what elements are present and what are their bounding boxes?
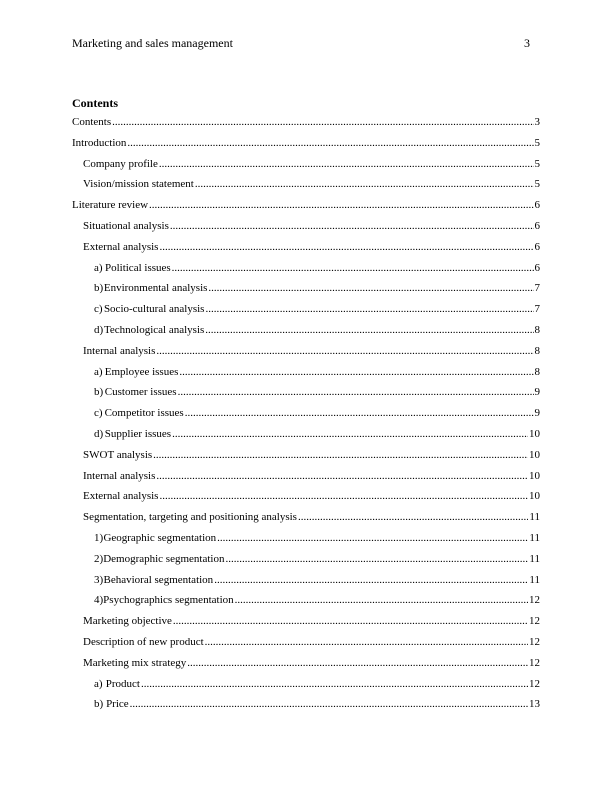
toc-entry-page-number: 6 xyxy=(534,240,540,253)
toc-entry-marker: b) xyxy=(94,698,104,711)
toc-dot-leader xyxy=(112,114,533,130)
toc-entry-text: Description of new product xyxy=(83,635,204,648)
header-page-number: 3 xyxy=(524,36,530,50)
toc-entry-text: Price xyxy=(106,698,129,711)
toc-dot-leader xyxy=(127,135,533,151)
toc-dot-leader xyxy=(149,197,533,213)
toc-entry-page-number: 11 xyxy=(529,511,540,524)
toc-entry-text: Product xyxy=(105,677,140,690)
toc-entry-page-number: 5 xyxy=(534,136,540,149)
toc-dot-leader xyxy=(185,405,534,421)
toc-dot-leader xyxy=(159,488,528,504)
toc-entry-text: External analysis xyxy=(83,240,159,253)
running-header-title: Marketing and sales management xyxy=(72,36,233,50)
toc-dot-leader xyxy=(159,156,534,172)
toc-entry-marker: d) xyxy=(94,427,104,440)
toc-entry[interactable] xyxy=(72,280,540,301)
toc-entry[interactable] xyxy=(72,343,540,364)
toc-dot-leader xyxy=(170,218,534,234)
toc-entry[interactable] xyxy=(72,301,540,322)
toc-entry-text: Demographic segmentation xyxy=(103,552,225,565)
toc-entry[interactable] xyxy=(72,218,540,239)
toc-entry[interactable] xyxy=(72,239,540,260)
toc-entry[interactable] xyxy=(72,488,540,509)
toc-dot-leader xyxy=(217,530,528,546)
toc-entry-marker: c) xyxy=(94,407,103,420)
toc-entry-text: Internal analysis xyxy=(83,344,156,357)
toc-entry-page-number: 6 xyxy=(534,219,540,232)
toc-entry-text: SWOT analysis xyxy=(83,448,153,461)
toc-entry-page-number: 6 xyxy=(534,261,540,274)
toc-dot-leader xyxy=(141,676,528,692)
toc-dot-leader xyxy=(130,696,528,712)
table-of-contents xyxy=(72,114,540,717)
toc-entry-marker: b) xyxy=(94,282,104,295)
toc-entry-page-number: 12 xyxy=(529,656,540,669)
toc-entry-page-number: 7 xyxy=(534,303,540,316)
toc-entry[interactable] xyxy=(72,696,540,717)
toc-dot-leader xyxy=(156,468,528,484)
toc-entry[interactable] xyxy=(72,655,540,676)
toc-entry-text: Behavioral segmentation xyxy=(103,573,214,586)
toc-dot-leader xyxy=(208,280,533,296)
toc-entry-page-number: 3 xyxy=(534,116,540,128)
toc-dot-leader xyxy=(172,260,534,276)
toc-entry-page-number: 7 xyxy=(534,282,540,295)
toc-entry[interactable] xyxy=(72,384,540,405)
toc-dot-leader xyxy=(187,655,528,671)
toc-entry-marker: 2) xyxy=(94,552,104,565)
toc-dot-leader xyxy=(298,509,528,525)
toc-dot-leader xyxy=(195,176,534,192)
toc-entry[interactable] xyxy=(72,447,540,468)
toc-entry-text: Vision/mission statement xyxy=(83,178,194,191)
toc-entry-text: Supplier issues xyxy=(104,427,172,440)
toc-entry-page-number: 12 xyxy=(529,615,540,628)
toc-entry-page-number: 13 xyxy=(528,698,540,711)
toc-entry-page-number: 8 xyxy=(534,344,540,357)
toc-dot-leader xyxy=(179,364,533,380)
toc-entry[interactable] xyxy=(72,592,540,613)
toc-dot-leader xyxy=(173,613,528,629)
toc-entry-page-number: 12 xyxy=(529,677,540,690)
toc-dot-leader xyxy=(205,322,533,338)
toc-entry-page-number: 9 xyxy=(534,386,540,399)
toc-entry-marker: b) xyxy=(94,386,104,399)
toc-entry-page-number: 8 xyxy=(534,365,540,378)
toc-entry-text: Geographic segmentation xyxy=(103,531,217,544)
toc-entry[interactable] xyxy=(72,114,540,135)
toc-entry-text: Employee issues xyxy=(104,365,179,378)
contents-heading: Contents xyxy=(72,96,119,110)
toc-entry-text: Socio-cultural analysis xyxy=(103,303,205,316)
toc-entry-text: Marketing mix strategy xyxy=(83,656,187,669)
toc-entry-page-number: 12 xyxy=(529,594,540,607)
toc-entry-page-number: 11 xyxy=(529,573,540,586)
toc-entry[interactable] xyxy=(72,509,540,530)
toc-dot-leader xyxy=(205,301,533,317)
toc-dot-leader xyxy=(172,426,528,442)
toc-entry-page-number: 12 xyxy=(529,635,540,648)
toc-entry[interactable] xyxy=(72,572,540,593)
toc-dot-leader xyxy=(153,447,528,463)
toc-entry-text: Customer issues xyxy=(104,386,177,399)
toc-entry[interactable] xyxy=(72,405,540,426)
toc-entry-text: Company profile xyxy=(83,157,158,170)
toc-entry[interactable] xyxy=(72,426,540,447)
toc-entry-marker: 1) xyxy=(94,531,104,544)
toc-entry[interactable] xyxy=(72,260,540,281)
toc-entry-text: Political issues xyxy=(104,261,171,274)
toc-entry[interactable] xyxy=(72,176,540,197)
toc-entry[interactable] xyxy=(72,468,540,489)
toc-entry-text: Competitor issues xyxy=(104,407,184,420)
toc-dot-leader xyxy=(156,343,533,359)
toc-entry-text: Introduction xyxy=(72,136,127,149)
toc-entry-marker: 3) xyxy=(94,573,104,586)
toc-entry-text: Contents xyxy=(72,116,112,128)
toc-entry[interactable] xyxy=(72,551,540,572)
toc-entry-page-number: 11 xyxy=(529,552,540,565)
toc-dot-leader xyxy=(159,239,533,255)
toc-entry-page-number: 10 xyxy=(529,427,540,440)
toc-entry[interactable] xyxy=(72,530,540,551)
toc-entry-page-number: 10 xyxy=(529,469,540,482)
toc-dot-leader xyxy=(214,572,528,588)
toc-entry-text: Marketing objective xyxy=(83,615,172,628)
toc-dot-leader xyxy=(235,592,528,608)
toc-entry-page-number: 6 xyxy=(534,199,540,212)
toc-entry-text: Literature review xyxy=(72,199,149,212)
toc-entry-page-number: 5 xyxy=(534,178,540,191)
toc-entry-page-number: 11 xyxy=(529,531,540,544)
toc-entry-marker: a) xyxy=(94,677,103,690)
toc-entry[interactable] xyxy=(72,156,540,177)
toc-entry[interactable] xyxy=(72,135,540,156)
toc-entry[interactable] xyxy=(72,197,540,218)
toc-entry[interactable] xyxy=(72,676,540,697)
toc-entry[interactable] xyxy=(72,364,540,385)
toc-entry-marker: 4) xyxy=(94,594,104,607)
toc-entry-text: Environmental analysis xyxy=(103,282,208,295)
toc-entry-text: Internal analysis xyxy=(83,469,156,482)
toc-dot-leader xyxy=(205,634,528,650)
toc-entry-text: Segmentation, targeting and positioning analysis xyxy=(83,511,297,524)
toc-dot-leader xyxy=(178,384,534,400)
toc-entry-text: Technological analysis xyxy=(103,323,205,336)
toc-entry-page-number: 8 xyxy=(534,323,540,336)
toc-entry[interactable] xyxy=(72,322,540,343)
toc-entry-marker: c) xyxy=(94,303,103,316)
toc-entry-page-number: 10 xyxy=(529,490,540,503)
toc-entry[interactable] xyxy=(72,634,540,655)
toc-entry-page-number: 9 xyxy=(534,407,540,420)
toc-entry-text: Situational analysis xyxy=(83,219,169,232)
toc-entry[interactable] xyxy=(72,613,540,634)
toc-entry-page-number: 10 xyxy=(529,448,540,461)
toc-entry-marker: d) xyxy=(94,323,104,336)
toc-dot-leader xyxy=(225,551,528,567)
toc-entry-marker: a) xyxy=(94,365,103,378)
toc-entry-text: Psychographics segmentation xyxy=(103,594,234,607)
toc-entry-page-number: 5 xyxy=(534,157,540,170)
toc-entry-marker: a) xyxy=(94,261,103,274)
toc-entry-text: External analysis xyxy=(83,490,159,503)
